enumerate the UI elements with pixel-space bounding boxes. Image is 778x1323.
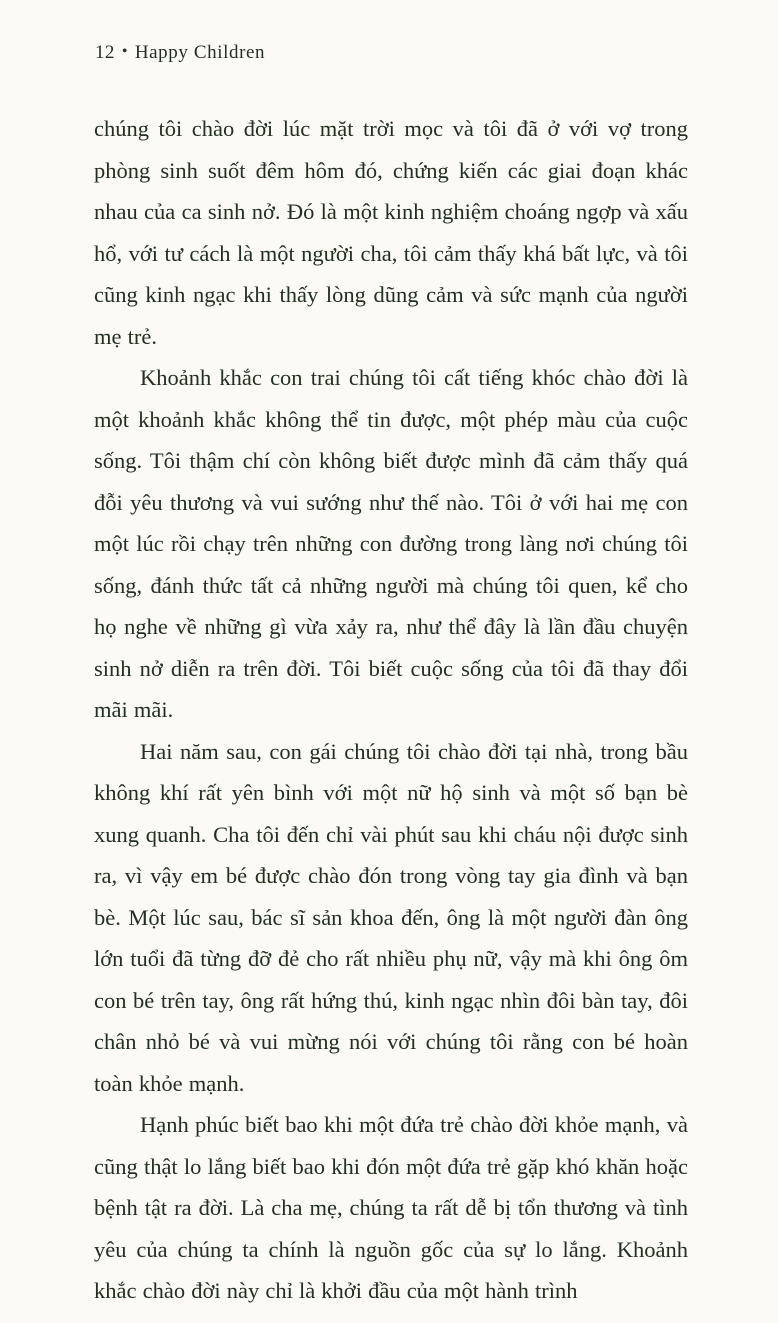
- paragraph-1: chúng tôi chào đời lúc mặt trời mọc và tôi đã ở với vợ trong phòng sinh suốt đêm hôm đó, chứng kiến các giai đoạn khác nhau của ca sinh nở. Đó là một kinh nghiệm choáng ngợp và xấu hổ, với tư cách là một người cha, tôi cảm thấy khá bất lực, và tôi cũng kinh ngạc khi thấy lòng dũng cảm và sức mạnh của người mẹ trẻ.: [94, 116, 688, 349]
- running-head-title: Happy Children: [134, 42, 266, 63]
- paragraph-4: Hạnh phúc biết bao khi một đứa trẻ chào đời khỏe mạnh, và cũng thật lo lắng biết bao khi đón một đứa trẻ gặp khó khăn hoặc bệnh tật ra đời. Là cha mẹ, chúng ta rất dễ bị tổn thương và tình yêu của chúng ta chính là nguồn gốc của sự lo lắng. Khoảnh khắc chào đời này chỉ là khởi đầu của một hành trình: [94, 1112, 688, 1303]
- running-head: [95, 42, 265, 64]
- page-number: 12: [95, 42, 115, 63]
- paragraph-3: Hai năm sau, con gái chúng tôi chào đời tại nhà, trong bầu không khí rất yên bình với một nữ hộ sinh và một số bạn bè xung quanh. Cha tôi đến chỉ vài phút sau khi cháu nội được sinh ra, vì vậy em bé được chào đón trong vòng tay gia đình và bạn bè. Một lúc sau, bác sĩ sản khoa đến, ông là một người đàn ông lớn tuổi đã từng đỡ đẻ cho rất nhiều phụ nữ, vậy mà khi ông ôm con bé trên tay, ông rất hứng thú, kinh ngạc nhìn đôi bàn tay, đôi chân nhỏ bé và vui mừng nói với chúng tôi rằng con bé hoàn toàn khỏe mạnh.: [94, 738, 688, 1096]
- body-text: [94, 108, 688, 1312]
- paragraph-2: Khoảnh khắc con trai chúng tôi cất tiếng khóc chào đời là một khoảnh khắc không thể tin được, một phép màu của cuộc sống. Tôi thậm chí còn không biết được mình đã cảm thấy quá đỗi yêu thương và vui sướng như thế nào. Tôi ở với hai mẹ con một lúc rồi chạy trên những con đường trong làng nơi chúng tôi sống, đánh thức tất cả những người mà chúng tôi quen, kể cho họ nghe về những gì vừa xảy ra, như thể đây là lần đầu chuyện sinh nở diễn ra trên đời. Tôi biết cuộc sống của tôi đã thay đổi mãi mãi.: [94, 365, 688, 722]
- running-head-separator: •: [121, 43, 128, 60]
